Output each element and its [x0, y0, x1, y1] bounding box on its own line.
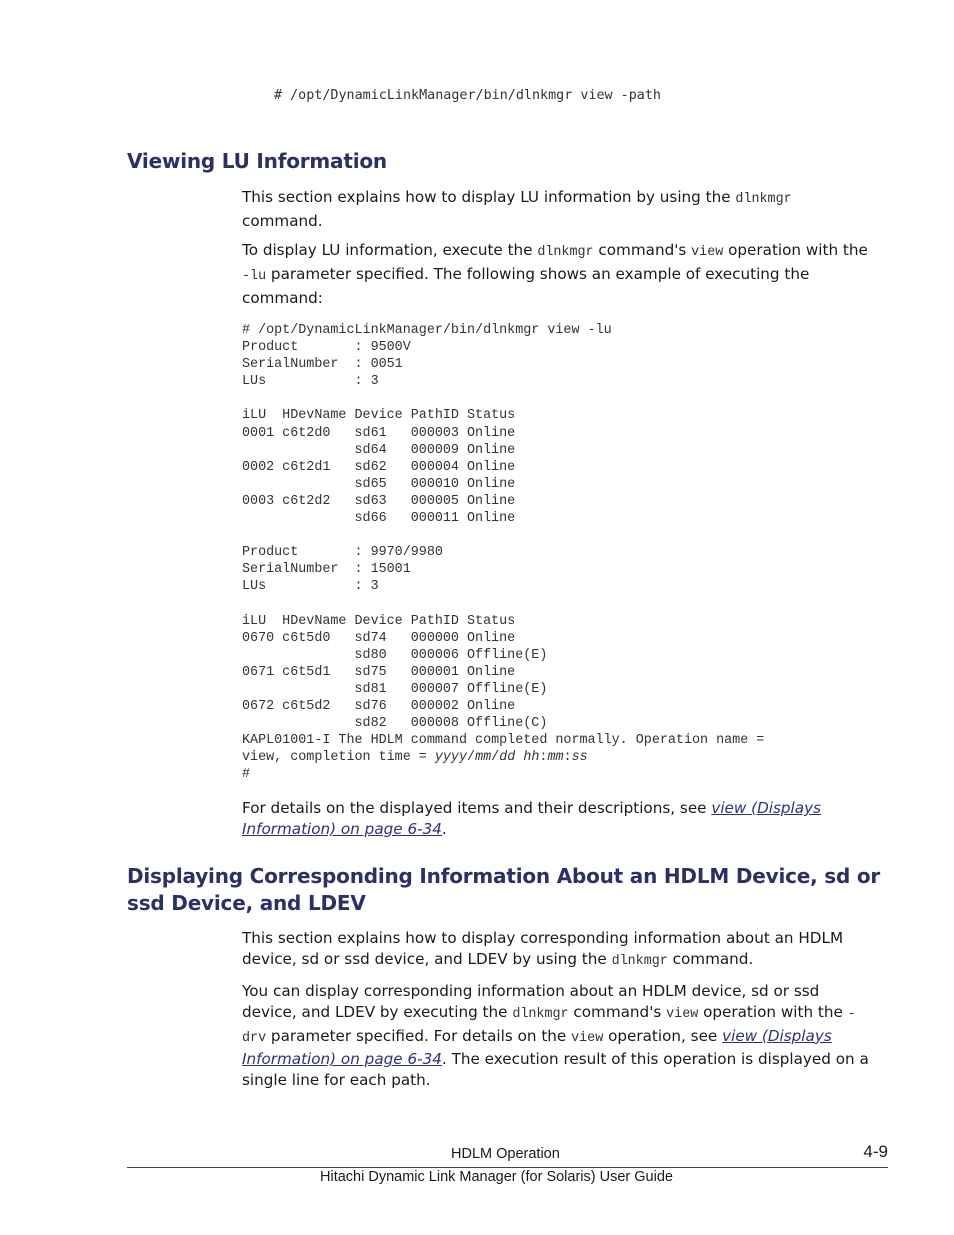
- lu-command-output: [242, 322, 764, 784]
- section-heading-corresponding-info: Displaying Corresponding Information About an HDLM Device, sd or ssd Device, and LDEV: [127, 864, 881, 915]
- footer-page-number: 4-9: [863, 1142, 888, 1161]
- code-line: sd82 000008 Offline(C): [242, 716, 548, 732]
- footer-section-title: HDLM Operation: [451, 1146, 560, 1162]
- paragraph-lu-execute: To display LU information, execute the dlnkmgr command's view operation with the -lu parameter specified. The following shows an example of executing the command:: [242, 241, 868, 307]
- code-line: 0002 c6t2d1 sd62 000004 Online: [242, 459, 516, 475]
- top-command-example: # /opt/DynamicLinkManager/bin/dlnkmgr view -path: [274, 88, 661, 103]
- code-line: KAPL01001-I The HDLM command completed normally. Operation name =: [242, 733, 765, 749]
- code-line: LUs : 3: [242, 374, 379, 390]
- code-line: 0670 c6t5d0 sd74 000000 Online: [242, 630, 516, 646]
- code-output-lines: [242, 323, 764, 748]
- section-heading-viewing-lu: Viewing LU Information: [127, 149, 387, 173]
- paragraph-corresponding-execute: You can display corresponding information about an HDLM device, sd or ssd device, and LDEV by executing the dlnkmgr command's view operation with the -drv parameter specified. For details on the view operation, see view (Displays Information) on page 6-34. The execution result of this operation is displayed on a single line for each path.: [242, 982, 869, 1090]
- paragraph-corresponding-intro: This section explains how to display corresponding information about an HDLM device, sd or ssd device, and LDEV by using the dlnkmgr command.: [242, 929, 844, 969]
- prompt-line: #: [242, 767, 251, 783]
- code-line: Product : 9500V: [242, 340, 411, 356]
- code-line: sd80 000006 Offline(E): [242, 647, 548, 663]
- code-line: Product : 9970/9980: [242, 545, 443, 561]
- code-line: # /opt/DynamicLinkManager/bin/dlnkmgr view -lu: [242, 323, 612, 338]
- code-line: SerialNumber : 15001: [242, 562, 411, 578]
- paragraph-details-reference: For details on the displayed items and their descriptions, see view (Displays Information) on page 6-34.: [242, 799, 821, 838]
- code-line: 0671 c6t5d1 sd75 000001 Online: [242, 664, 516, 680]
- code-line: sd64 000009 Online: [242, 442, 516, 458]
- paragraph-lu-intro: This section explains how to display LU information by using the dlnkmgr command.: [242, 188, 792, 230]
- footer-divider: [127, 1167, 888, 1168]
- code-line: sd81 000007 Offline(E): [242, 681, 548, 697]
- footer-guide-title: Hitachi Dynamic Link Manager (for Solaris) User Guide: [320, 1169, 673, 1185]
- link-view-displays-information-2[interactable]: view (Displays Information) on page 6-34: [242, 1026, 832, 1069]
- code-line: 0003 c6t2d2 sd63 000005 Online: [242, 493, 516, 509]
- code-line: sd65 000010 Online: [242, 476, 516, 492]
- code-line: iLU HDevName Device PathID Status: [242, 613, 516, 629]
- link-view-displays-information[interactable]: view (Displays Information) on page 6-34: [242, 799, 821, 838]
- completion-time-line: view, completion time = yyyy/mm/dd hh:mm:ss: [242, 750, 588, 766]
- code-line: LUs : 3: [242, 579, 379, 595]
- code-line: sd66 000011 Online: [242, 511, 516, 527]
- code-line: SerialNumber : 0051: [242, 357, 403, 373]
- code-line: iLU HDevName Device PathID Status: [242, 408, 516, 424]
- code-line: 0672 c6t5d2 sd76 000002 Online: [242, 699, 516, 715]
- code-line: 0001 c6t2d0 sd61 000003 Online: [242, 425, 516, 441]
